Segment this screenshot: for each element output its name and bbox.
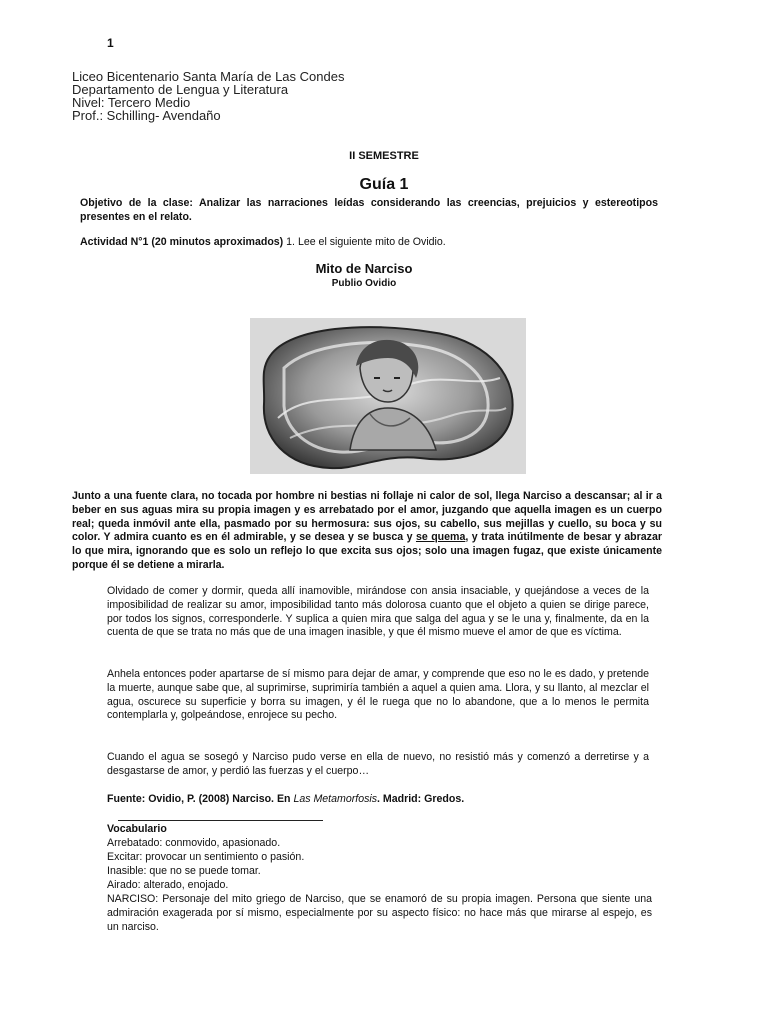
source-after: . Madrid: Gredos. bbox=[377, 793, 465, 805]
myth-paragraph-2: Anhela entonces poder apartarse de sí mismo para dejar de amar, y comprende que eso no le es dado, y pretende la muerte, aunque sabe que, al suprimirse, suprimiría también a aquel a quien ama. Llora, y su llanto, al mezclar el agua, oscurece su superficie y borra su imagen, y él le ruega que no lo abandone, que a lo menos le permita contemplarla y, golpeándose, enrojece su pecho. bbox=[107, 668, 649, 722]
activity-label: Actividad N°1 (20 minutos aproximados) bbox=[80, 236, 284, 248]
vocabulary-item: Airado: alterado, enojado. bbox=[107, 879, 229, 891]
school-name: Liceo Bicentenario Santa María de Las Condes bbox=[72, 69, 345, 84]
department-name: Departamento de Lengua y Literatura bbox=[72, 82, 289, 97]
page-number: 1 bbox=[107, 36, 114, 50]
vocabulary-item: Excitar: provocar un sentimiento o pasión. bbox=[107, 851, 305, 863]
source-citation bbox=[107, 793, 649, 805]
vocabulary-item: NARCISO: Personaje del mito griego de Narciso, que se enamoró de su propia imagen. Persona que siente una admiración exagerada por sí mismo, especialmente por su aspecto físico: no hace más que mirarse al espejo, es un narciso. bbox=[107, 893, 652, 933]
source-before: Fuente: Ovidio, P. (2008) Narciso. En bbox=[107, 793, 294, 805]
activity-instruction bbox=[80, 236, 680, 248]
class-objective: Objetivo de la clase: Analizar las narraciones leídas considerando las creencias, prejuicios y estereotipos presentes en el relato. bbox=[80, 197, 658, 223]
vocabulary-section bbox=[107, 822, 652, 934]
vocabulary-item: Arrebatado: conmovido, apasionado. bbox=[107, 837, 281, 849]
narcissus-illustration bbox=[250, 318, 526, 474]
guide-title: Guía 1 bbox=[359, 176, 409, 193]
source-book-title: Las Metamorfosis bbox=[293, 793, 378, 805]
level-label: Nivel: Tercero Medio bbox=[72, 95, 191, 110]
myth-paragraph-1: Olvidado de comer y dormir, queda allí inamovible, mirándose con ansia insaciable, y quejándose a veces de la imposibilidad de realizar su amor, imposibilidad tanto más dolorosa cuanto que el objeto a quien se dirige parece, por todos los signos, corresponderle. Y suplica a quien mira que salga del agua y se le una y, finalmente, da en la cuenta de que se trata no más que de una imagen inasible, y que él mismo mueve el amor de que es víctima. bbox=[107, 585, 649, 639]
myth-paragraph-3: Cuando el agua se sosegó y Narciso pudo verse en ella de nuevo, no resistió más y comenzó a derretirse y a desgastarse de amor, y perdió las fuerzas y el cuerpo… bbox=[107, 751, 649, 777]
vocabulary-item: Inasible: que no se puede tomar. bbox=[107, 865, 261, 877]
teacher-label: Prof.: Schilling- Avendaño bbox=[72, 108, 221, 123]
intro-text-1: Junto a una fuente clara, no tocada por hombre ni bestias ni follaje ni calor de sol, llega Narciso a descansar; al ir a beber en sus aguas mira su propia imagen y es arrebatado por el amor, juzgando que aquella imagen es un cuerpo real; queda inmóvil ante ella, pasmado por su hermosura: sus ojos, su cabello, sus mejillas y cuello, su boca y su color. Y admira cuanto es en él admirable, y se desea y se busca y bbox=[72, 490, 662, 544]
semester-heading: II SEMESTRE bbox=[349, 150, 419, 162]
intro-text-2: , y trata inútilmente de besar y abrazar lo que mira, ignorando que es solo un reflejo lo que excita sus ojos; solo una imagen fugaz, que existe únicamente porque él se detiene a mirarla. bbox=[72, 531, 662, 571]
myth-author: Publio Ovidio bbox=[331, 278, 397, 289]
intro-underlined: se quema bbox=[415, 531, 466, 544]
divider-line bbox=[118, 820, 323, 821]
myth-title: Mito de Narciso bbox=[315, 261, 413, 276]
activity-text: 1. Lee el siguiente mito de Ovidio. bbox=[283, 236, 446, 248]
vocabulary-title: Vocabulario bbox=[107, 823, 167, 835]
school-header bbox=[72, 70, 344, 122]
intro-paragraph bbox=[72, 490, 662, 573]
